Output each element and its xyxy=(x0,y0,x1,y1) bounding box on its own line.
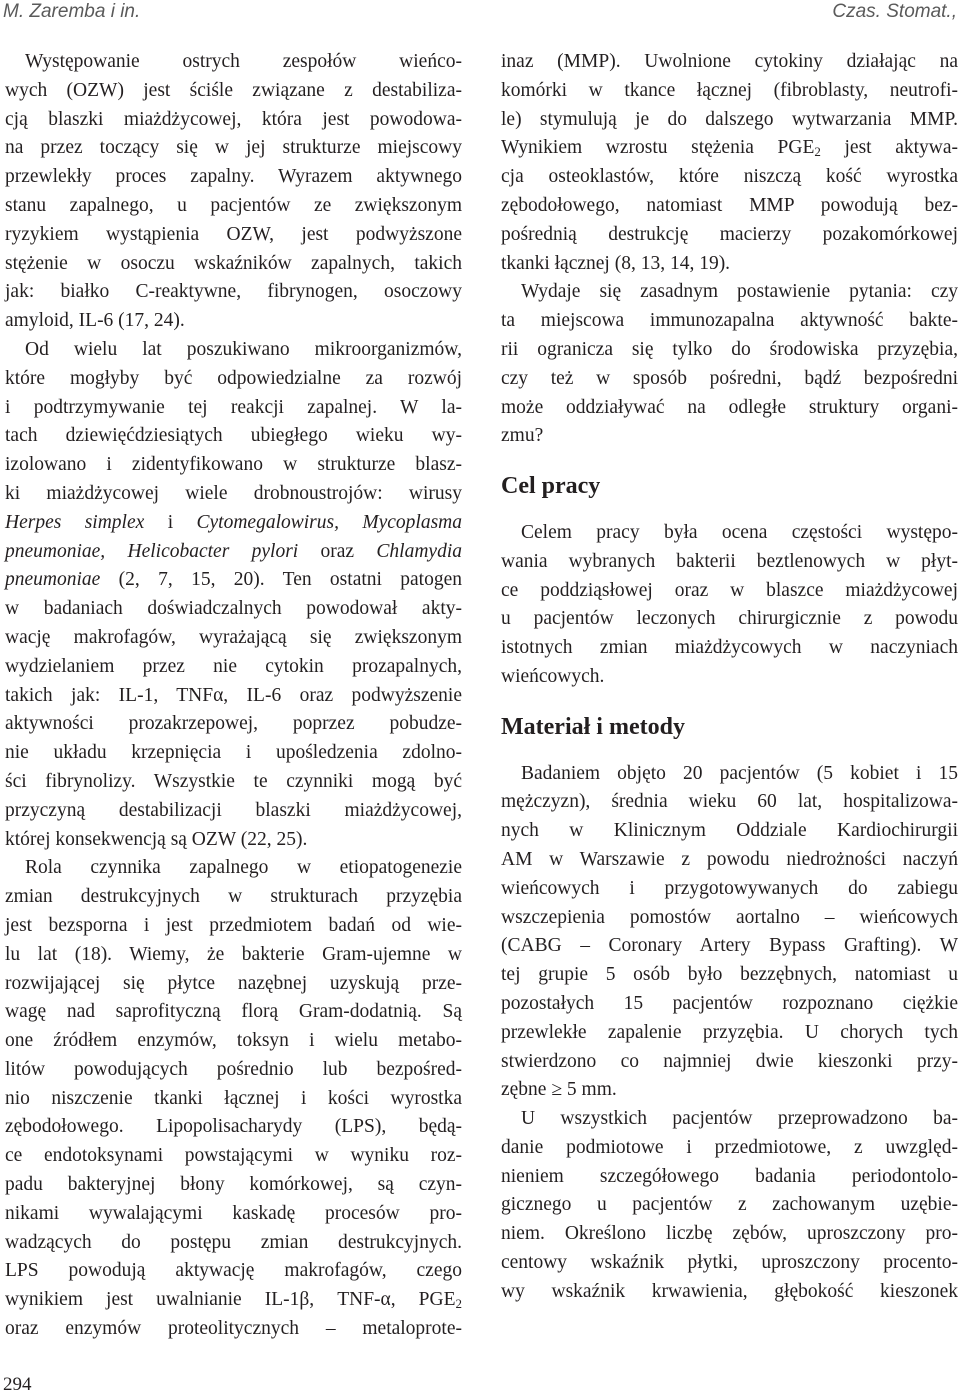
text-line: inaz (MMP). Uwolnione cytokiny działając na xyxy=(501,51,958,72)
left-column xyxy=(5,48,462,1344)
text-line: jest bezsporna i jest przedmiotem badań od wie- xyxy=(5,914,462,936)
text-line: Wynikiem wzrostu stężenia $PGE_2$ jest aktywa- xyxy=(501,137,959,160)
text-line: które mogłyby być odpowiedzialne za rozwój xyxy=(5,367,462,389)
text-line: amyloid, IL-6 (17, 24). xyxy=(5,310,185,332)
text-line: której konsekwencją są OZW (22, 25). xyxy=(5,828,308,850)
text-line: w badaniach doświadczalnych powodował akty- xyxy=(5,598,462,620)
text-line: Badaniem objęto 20 pacjentów (5 kobiet i 15 xyxy=(521,762,958,784)
text-line: pozostałych 15 pacjentów rozpoznano ciężkie xyxy=(501,992,958,1014)
text-line: cja osteoklastów, które niszczą kość wyrostka xyxy=(501,166,958,188)
text-line: ści fibrynolizy. Wszystkie te czynniki mogą być xyxy=(5,770,462,792)
italic-term: Chlamydia xyxy=(376,540,463,562)
text-line: Występowanie ostrych zespołów wieńco- xyxy=(25,51,462,72)
spacer xyxy=(501,692,958,713)
text-line: może oddziaływać na odległe struktury organi- xyxy=(501,396,958,418)
text-line: na przez toczący się w jej strukturze miejscowy xyxy=(5,137,462,159)
text-line: u pacjentów leczonych chirurgicznie z powodu xyxy=(501,608,958,630)
text-line: one źródłem enzymów, toksyn i wielu metabo- xyxy=(5,1030,462,1052)
running-head-authors: M. Zaremba i in. xyxy=(3,1,141,22)
text-line: zębodołowego, natomiast MMP powodują bez- xyxy=(501,194,958,216)
text-line: pneumoniae (2, 7, 15, 20). Ten ostatni patogen xyxy=(5,569,462,591)
subscript: 2 xyxy=(455,1296,462,1312)
text-line: przewlekłe zapalenie przyzębia. U chorych tych xyxy=(501,1021,958,1043)
text-line: nieniem szczegółowego badania periodontolo- xyxy=(501,1165,958,1187)
text-line: stwierdzono co najmniej dwie kieszonki przy- xyxy=(501,1050,958,1072)
text-line: niem. Określono liczbę zębów, uproszczony pro- xyxy=(501,1223,958,1245)
running-head-journal: Czas. Stomat., xyxy=(832,1,957,22)
text-line: Wydaje się zasadnym postawienie pytania: czy xyxy=(521,281,958,303)
text-line: le) stymulują je do dalszego wytwarzania MMP. xyxy=(501,108,958,130)
text-line: nio niszczenie tkanki łącznej i kości wyrostka xyxy=(5,1087,462,1109)
spacer xyxy=(501,451,958,472)
text-line: wację makrofagów, wyrażającą się zwiększonym xyxy=(5,626,462,648)
text-line: i podtrzymywanie tej reakcji zapalnej. W la- xyxy=(5,396,462,418)
text-line: zmian destrukcyjnych w strukturach przyzębia xyxy=(5,886,462,908)
text-line: stężenie w osoczu wskaźników zapalnych, takich xyxy=(5,252,462,274)
text-line: takich jak: IL-1, TNFα, IL-6 oraz podwyższenie xyxy=(5,684,462,706)
text-line: litów powodujących pośrednio lub bezpośred- xyxy=(5,1058,462,1080)
text-line: przyczyną destabilizacji blaszki miażdżycowej, xyxy=(5,799,462,821)
text-line: wynikiem jest uwalnianie IL-1β, TNF-α, $PGE_2$ xyxy=(5,1289,462,1312)
section-heading-aim: Cel pracy xyxy=(501,473,601,500)
text-line: zębne ≥ 5 mm. xyxy=(501,1079,617,1101)
text-line: przewlekły proces zapalny. Wyrazem aktywnego xyxy=(5,166,462,188)
text-line: nych w Klinicznym Oddziale Kardiochirurgii xyxy=(501,820,958,842)
section-heading-methods: Materiał i metody xyxy=(501,713,685,740)
text-line: tach dziewięćdziesiątych ubiegłego wieku wy- xyxy=(5,425,462,447)
text-line: komórki w tkance łącznej (fibroblasty, neutrofi- xyxy=(501,79,958,101)
text-line: lu lat (18). Wiemy, że bakterie Gram-ujemne w xyxy=(5,943,462,965)
text-line: danie podmiotowe i przedmiotowe, z uwzględ- xyxy=(501,1136,958,1158)
text-line: Rola czynnika zapalnego w etiopatogenezie xyxy=(25,857,462,879)
text-line: wadzących do postępu zmian destrukcyjnych. xyxy=(5,1231,462,1253)
text-line: ta miejscowa immunozapalna aktywność bakte- xyxy=(501,310,958,332)
italic-term: pneumoniae xyxy=(5,569,101,591)
text-line: gicznego u pacjentów z zachowanym uzębie- xyxy=(501,1194,958,1216)
text-line: stanu zapalnego, u pacjentów ze zwiększonym xyxy=(5,194,462,216)
text-line: aktywności prozakrzepowej, poprzez pobudze- xyxy=(5,713,462,735)
text-line: zębodołowego. Lipopolisacharydy (LPS), będą- xyxy=(5,1116,462,1138)
text-line: wania wybranych bakterii beztlenowych w płyt- xyxy=(501,550,958,572)
text-line: wagę nad saprofityczną florą Gram-dodatnią. Są xyxy=(5,1001,462,1023)
text-line: tej grupie 5 osób było bezzębnych, natomiast u xyxy=(501,964,958,986)
subscript: 2 xyxy=(814,144,821,160)
text-line: rii ogranicza się tylko do środowiska przyzębia, xyxy=(501,338,958,360)
text-line: pośrednią destrukcję macierzy pozakomórkowej xyxy=(501,223,958,245)
text-line: zmu? xyxy=(501,425,544,447)
page-number: 294 xyxy=(3,1374,32,1395)
text-line: izolowano i zidentyfikowano w strukturze blasz- xyxy=(5,454,462,476)
text-line: wydzielaniem przez nie cytokin prozapalnych, xyxy=(5,655,462,677)
text-line: Celem pracy była ocena częstości występo- xyxy=(521,521,958,543)
text-line: Od wielu lat poszukiwano mikroorganizmów, xyxy=(25,338,462,360)
text-line: wieńcowych i przygotowywanych do zabiegu xyxy=(501,877,958,899)
text-line: wych (OZW) jest ściśle związane z destabiliza- xyxy=(5,79,462,101)
text-line: nikami wywalającymi kaskadę procesów pro- xyxy=(5,1202,462,1224)
spacer xyxy=(501,501,958,519)
text-line: U wszystkich pacjentów przeprowadzono ba- xyxy=(521,1108,958,1130)
text-line: rozwijającej się płytce nazębnej uzyskują prze- xyxy=(5,972,462,994)
text-line: nie układu krzepnięcia i upośledzenia zdolno- xyxy=(5,742,462,764)
text-line: Herpes simplex i Cytomegalowirus, Mycoplasma xyxy=(5,511,463,533)
text-line: wieńcowych. xyxy=(501,665,605,687)
text-line: istotnych zmian miażdżycowych w naczyniach xyxy=(501,637,958,659)
text-line: pneumoniae, Helicobacter pylori oraz Chlamydia xyxy=(5,540,463,562)
italic-term: Herpes simplex xyxy=(5,511,145,533)
text-line: ki miażdżycowej wiele drobnoustrojów: wirusy xyxy=(5,482,462,504)
text-line: mężczyzn), średnia wieku 60 lat, hospitalizowa- xyxy=(501,791,958,813)
italic-term: pneumoniae, Helicobacter pylori xyxy=(5,540,299,562)
text-line: ryzykiem wystąpienia OZW, jest podwyższone xyxy=(5,223,462,245)
text-line: AM w Warszawie z powodu niedrożności naczyń xyxy=(501,848,958,870)
text-line: wszczepienia pomostów aortalno – wieńcowych xyxy=(501,906,958,928)
spacer xyxy=(501,742,958,760)
text-line: tkanki łącznej (8, 13, 14, 19). xyxy=(501,252,731,274)
text-line: (CABG – Coronary Artery Bypass Grafting). W xyxy=(501,935,958,957)
text-line: ce endotoksynami powstającymi w wyniku roz- xyxy=(5,1145,462,1167)
text-line: LPS powodują aktywację makrofagów, czego xyxy=(5,1260,462,1282)
italic-term: Cytomegalowirus, Mycoplasma xyxy=(196,511,463,533)
text-line: ce poddziąsłowej oraz w blaszce miażdżycowej xyxy=(501,579,958,601)
text-line: oraz enzymów proteolitycznych – metaloprote- xyxy=(5,1318,462,1340)
text-line: centowy wskaźnik płytki, uproszczony procento- xyxy=(501,1252,958,1274)
right-column xyxy=(501,48,958,1307)
text-line: padu bakteryjnej błony komórkowej, są czyn- xyxy=(5,1174,462,1196)
text-line: jak: białko C-reaktywne, fibrynogen, osoczowy xyxy=(5,281,462,303)
text-line: cją blaszki miażdżycowej, która jest powodowa- xyxy=(5,108,462,130)
text-line: czy też w sposób pośredni, bądź bezpośredni xyxy=(501,367,958,389)
text-line: wy wskaźnik krwawienia, głębokość kieszonek xyxy=(501,1280,958,1302)
